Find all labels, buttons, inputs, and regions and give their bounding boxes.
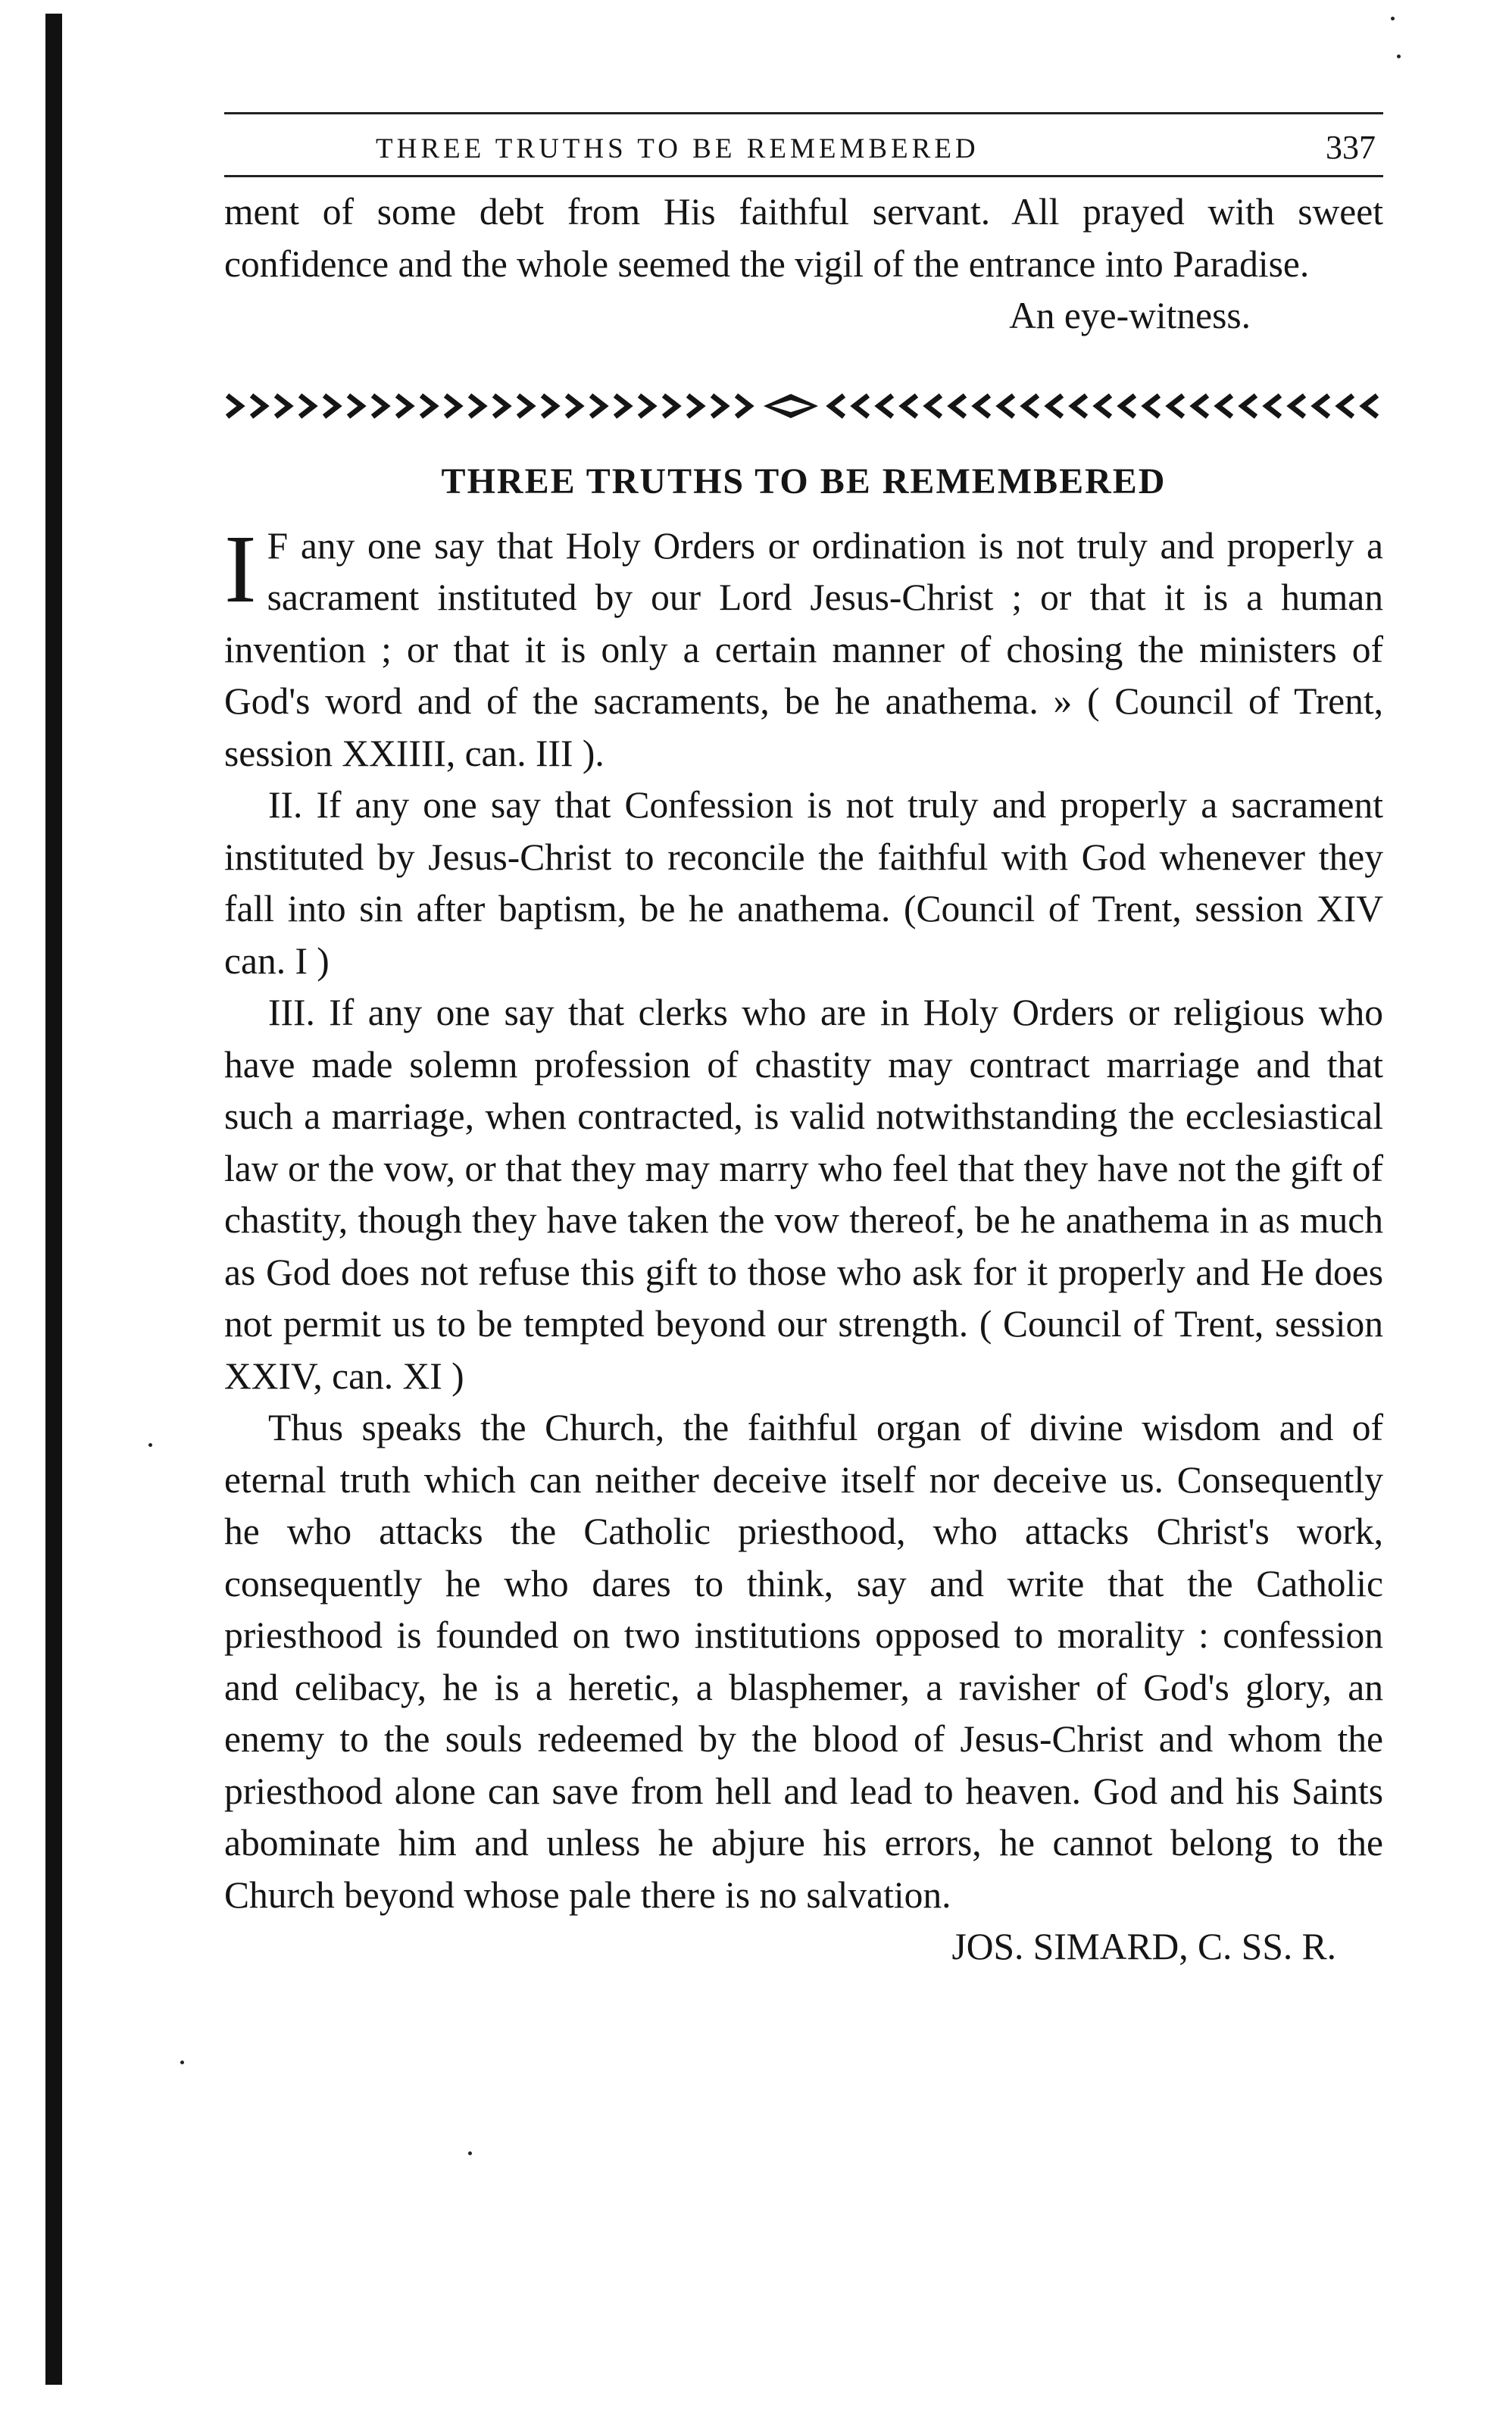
ornament-chevron: [688, 395, 701, 417]
paragraph-1-text: F any one say that Holy Orders or ordination is not truly and properly a sacrament instituted by our Lord Jesus-Christ ; or that it is a human invention ; or that it is only a certain manner of chosing the ministers of God's word and of the sacraments, be he anathema. » ( Council of Trent, session XXIIII, can. III ).: [224, 524, 1383, 774]
scan-speck: [1391, 17, 1395, 20]
ornament-chevron: [348, 395, 362, 417]
ornament-chevron: [421, 395, 435, 417]
ornament-chevron: [1097, 395, 1111, 417]
page-binding-edge: [45, 14, 62, 2385]
ornament-chevron: [373, 395, 386, 417]
paragraph-1: [224, 514, 1383, 780]
paragraph-2: II. If any one say that Confession is not truly and properly a sacrament instituted by Jesus-Christ to reconcile the faithful with God whenever they fall into sin after baptism, be he anathema. (Council of Trent, session XIV can. I ): [224, 784, 1383, 982]
ornament-chevron: [615, 395, 629, 417]
paragraph-4: [224, 1402, 1383, 1967]
ornament-chevron: [1048, 395, 1062, 417]
page-number: 337: [1326, 129, 1376, 166]
ornament-chevron: [276, 395, 289, 417]
ornament-chevron: [1024, 395, 1038, 417]
ornament-chevron: [518, 395, 532, 417]
ornament-chevron: [1121, 395, 1135, 417]
ornament-chevron: [712, 395, 726, 417]
scan-speck: [148, 1443, 152, 1447]
ornament-chevron: [664, 395, 677, 417]
ornament-chevron: [1073, 395, 1086, 417]
intro-paragraph: [224, 186, 1383, 290]
ornament-chevron: [300, 395, 314, 417]
ornamental-divider: [224, 383, 1383, 429]
ornament-chevron: [251, 395, 265, 417]
section-title: THREE TRUTHS TO BE REMEMBERED: [441, 461, 1167, 501]
ornament-chevron: [1242, 395, 1256, 417]
book-page: [224, 112, 1383, 1973]
ornament-chevron: [1000, 395, 1014, 417]
running-head-title: THREE TRUTHS TO BE REMEMBERED: [376, 133, 979, 164]
scan-speck: [1397, 55, 1401, 58]
intro-text: ment of some debt from His faithful servant. All prayed with sweet confidence and the whole seemed the vigil of the entrance into Paradise.: [224, 191, 1383, 285]
ornament-chevron: [830, 395, 844, 417]
header-rule-bottom: [224, 175, 1383, 177]
ornament-chevron: [1267, 395, 1280, 417]
ornament-chevron: [976, 395, 989, 417]
ornament-chevron: [951, 395, 965, 417]
ornament-chevron: [1218, 395, 1232, 417]
drop-cap: I: [224, 514, 257, 623]
ornament-chevron: [1194, 395, 1207, 417]
intro-signature: An eye-witness.: [1009, 295, 1251, 336]
ornament-chevron: [736, 395, 750, 417]
ornament-chevron: [879, 395, 892, 417]
scan-speck: [468, 2151, 472, 2155]
ornament-chevron: [567, 395, 580, 417]
ornament-chevron: [903, 395, 917, 417]
ornament-center: [764, 394, 818, 418]
running-head: [224, 114, 1383, 175]
ornament-chevron: [591, 395, 604, 417]
ornament-chevron: [494, 395, 508, 417]
ornament-chevron: [445, 395, 459, 417]
paragraph-3: III. If any one say that clerks who are in Holy Orders or religious who have made solemn profession of chastity may contract marriage and that such a marriage, when contracted, is valid notwithstanding the ecclesiastical law or the vow, or that they may marry who feel that they have not the gift of chastity, though they have taken the vow thereof, be he anathema in as much as God does not refuse this gift to those who ask for it properly and He does not permit us to be tempted beyond our strength. ( Council of Trent, session XXIV, can. XI ): [224, 992, 1383, 1397]
ornament-chevron: [397, 395, 411, 417]
ornament-chevrons: [224, 383, 1383, 429]
ornament-chevron: [1145, 395, 1159, 417]
ornament-chevron: [927, 395, 941, 417]
ornament-chevron: [1315, 395, 1329, 417]
author-signature: JOS. SIMARD, C. SS. R.: [951, 1926, 1336, 1967]
ornament-chevron: [639, 395, 653, 417]
ornament-chevron: [542, 395, 556, 417]
ornament-chevron: [470, 395, 483, 417]
ornament-chevron: [227, 395, 241, 417]
scan-speck: [180, 2061, 184, 2064]
ornament-chevron: [324, 395, 338, 417]
ornament-chevron: [1291, 395, 1304, 417]
ornament-chevron: [1364, 395, 1377, 417]
ornament-chevron: [1339, 395, 1353, 417]
ornament-chevron: [1170, 395, 1183, 417]
paragraph-4-text: Thus speaks the Church, the faithful organ of divine wisdom and of eternal truth which can neither deceive itself nor deceive us. Consequently he who attacks the Catholic priesthood, who attacks Christ's work, consequently he who dares to think, say and write that the Catholic priesthood is founded on two institutions opposed to morality : confession and celibacy, he is a heretic, a blasphemer, a ravisher of God's glory, an enemy to the souls redeemed by the blood of Jesus-Christ and whom the priesthood alone can save from hell and lead to heaven. God and his Saints abominate him and unless he abjure his errors, he cannot belong to the Church beyond whose pale there is no salvation.: [224, 1407, 1383, 1916]
ornament-chevron: [854, 395, 868, 417]
